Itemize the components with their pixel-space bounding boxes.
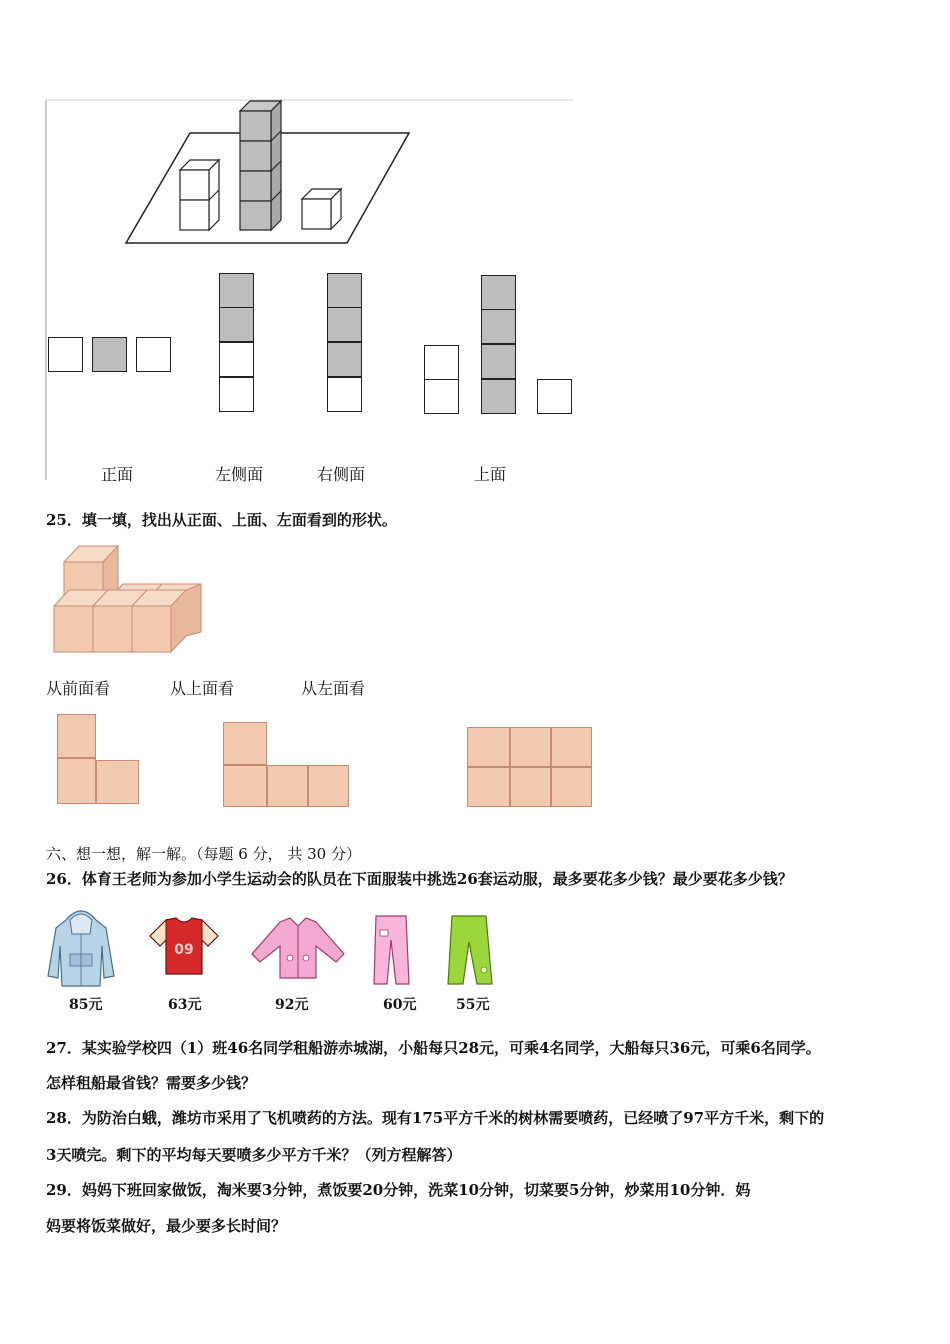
top-view-square bbox=[537, 379, 572, 414]
right-view-square bbox=[327, 273, 362, 308]
peach-cube-figure bbox=[48, 540, 218, 660]
price-tshirt: 63元 bbox=[168, 997, 202, 1013]
question-28-line-1: 28．为防治白蛾，潍坊市采用了飞机喷药的方法。现有175平方千米的树林需要喷药，已经喷了97平方千米，剩下的 bbox=[46, 1109, 825, 1127]
top-view-square bbox=[424, 379, 459, 414]
cube-plane-drawing bbox=[0, 0, 600, 500]
front-view-square bbox=[92, 337, 127, 372]
section-6-heading: 六、想一想，解一解。（每题 6 分， 共 30 分） bbox=[46, 845, 361, 863]
question-25-text: 25．填一填，找出从正面、上面、左面看到的形状。 bbox=[46, 511, 397, 529]
top-view-square bbox=[424, 345, 459, 380]
price-jacket: 92元 bbox=[275, 997, 309, 1013]
left-view-square bbox=[219, 273, 254, 308]
question-28-line-2: 3天喷完。剩下的平均每天要喷多少平方千米？（列方程解答） bbox=[46, 1146, 462, 1164]
top-view-square bbox=[481, 344, 516, 379]
front-view-square bbox=[136, 337, 171, 372]
price-hoodie: 85元 bbox=[69, 997, 103, 1013]
price-green-pants: 55元 bbox=[456, 997, 490, 1013]
right-view-square bbox=[327, 377, 362, 412]
hoodie-icon bbox=[46, 902, 116, 988]
question-27-line-2: 怎样租船最省钱？需要多少钱？ bbox=[46, 1074, 257, 1092]
question-29-line-2: 妈要将饭菜做好，最少要多长时间？ bbox=[46, 1217, 287, 1235]
price-pink-pants: 60元 bbox=[383, 997, 417, 1013]
cube-figure-1 bbox=[0, 0, 600, 500]
top-view-square bbox=[481, 379, 516, 414]
top-view-square bbox=[481, 275, 516, 310]
jacket-icon bbox=[250, 916, 346, 982]
view-label-right-side: 右侧面 bbox=[317, 465, 366, 484]
question-29-line-1: 29．妈妈下班回家做饭，淘米要3分钟，煮饭要20分钟，洗菜10分钟，切菜要5分钟，炒菜用10分钟．妈 bbox=[46, 1181, 751, 1199]
right-view-square bbox=[327, 342, 362, 377]
top-view-square bbox=[481, 309, 516, 344]
view-label-from-left: 从左面看 bbox=[301, 679, 366, 698]
tshirt-icon bbox=[148, 916, 220, 978]
left-view-square bbox=[219, 377, 254, 412]
left-view-square bbox=[219, 342, 254, 377]
green-pants-icon bbox=[446, 914, 494, 986]
question-27-line-1: 27．某实验学校四（1）班46名同学租船游赤城湖，小船每只28元，可乘4名同学，大船每只36元，可乘6名同学。 bbox=[46, 1039, 821, 1057]
view-label-from-front: 从前面看 bbox=[46, 679, 111, 698]
left-view-square bbox=[219, 307, 254, 342]
front-view-square bbox=[48, 337, 83, 372]
svg-text:09: 09 bbox=[174, 942, 194, 958]
view-label-top: 上面 bbox=[474, 465, 507, 484]
question-26-text: 26．体育王老师为参加小学生运动会的队员在下面服装中挑选26套运动服，最多要花多少钱？最少要花多少钱？ bbox=[46, 870, 793, 888]
pink-pants-icon bbox=[372, 914, 412, 986]
right-view-square bbox=[327, 307, 362, 342]
view-label-left-side: 左侧面 bbox=[215, 465, 264, 484]
view-label-from-top: 从上面看 bbox=[170, 679, 235, 698]
view-label-front: 正面 bbox=[101, 465, 134, 484]
